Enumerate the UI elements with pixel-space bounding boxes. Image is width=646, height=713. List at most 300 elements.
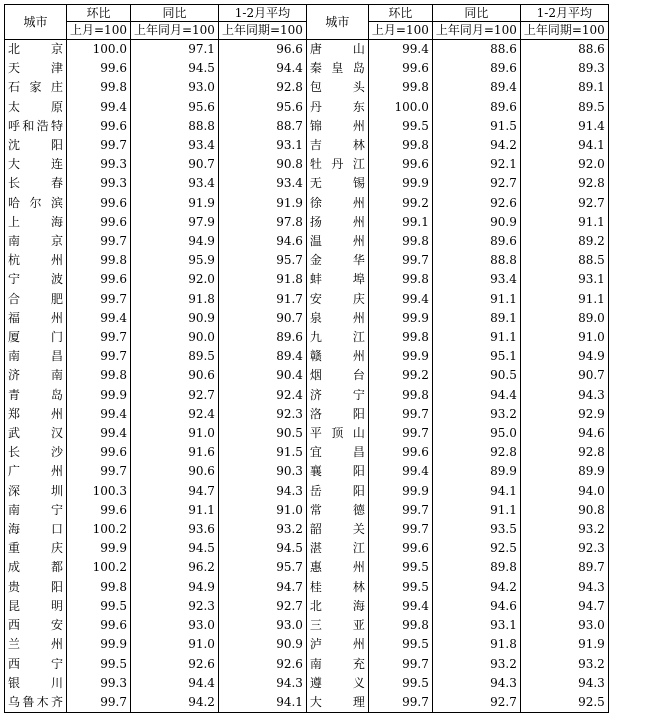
left-yoy-value: 94.9 [130, 232, 218, 251]
left-yoy-value: 97.1 [130, 40, 218, 60]
right-avg-value: 92.5 [520, 693, 608, 713]
left-yoy-value: 88.8 [130, 117, 218, 136]
left-avg-value: 91.8 [218, 270, 306, 289]
table-row [5, 655, 609, 674]
right-city-name: 大理 [306, 693, 368, 713]
right-yoy-value: 89.1 [432, 309, 520, 328]
left-avg-value: 89.6 [218, 328, 306, 347]
left-yoy-value: 94.5 [130, 539, 218, 558]
right-mom-value: 99.5 [368, 117, 432, 136]
yoy-base-header: 上年同月=100 [432, 22, 520, 40]
left-city-name: 济南 [5, 366, 67, 385]
yoy-base-header: 上年同月=100 [130, 22, 218, 40]
table-row [5, 558, 609, 577]
left-avg-value: 91.0 [218, 501, 306, 520]
right-yoy-value: 93.4 [432, 270, 520, 289]
table-row [5, 520, 609, 539]
left-yoy-value: 91.0 [130, 424, 218, 443]
table-row [5, 290, 609, 309]
left-avg-value: 92.7 [218, 597, 306, 616]
right-yoy-value: 95.1 [432, 347, 520, 366]
left-avg-value: 94.4 [218, 59, 306, 78]
left-mom-value: 99.6 [67, 616, 131, 635]
right-yoy-value: 89.6 [432, 232, 520, 251]
left-city-name: 成都 [5, 558, 67, 577]
right-yoy-value: 94.4 [432, 386, 520, 405]
right-yoy-value: 93.2 [432, 405, 520, 424]
left-city-name: 沈阳 [5, 136, 67, 155]
left-mom-value: 99.7 [67, 290, 131, 309]
right-city-name: 九江 [306, 328, 368, 347]
right-avg-value: 92.9 [520, 405, 608, 424]
left-avg-value: 95.7 [218, 251, 306, 270]
right-avg-value: 90.7 [520, 366, 608, 385]
left-yoy-value: 94.9 [130, 578, 218, 597]
right-city-name: 烟台 [306, 366, 368, 385]
left-city-name: 北京 [5, 40, 67, 60]
right-city-name: 襄阳 [306, 462, 368, 481]
left-mom-value: 99.9 [67, 386, 131, 405]
right-city-name: 三亚 [306, 616, 368, 635]
right-city-name: 牡丹江 [306, 155, 368, 174]
right-yoy-value: 91.1 [432, 290, 520, 309]
table-row [5, 155, 609, 174]
left-yoy-value: 90.7 [130, 155, 218, 174]
left-avg-value: 94.3 [218, 482, 306, 501]
right-avg-value: 89.7 [520, 558, 608, 577]
left-avg-value: 95.7 [218, 558, 306, 577]
table-row [5, 482, 609, 501]
avg-base-header: 上年同期=100 [520, 22, 608, 40]
left-yoy-value: 93.6 [130, 520, 218, 539]
left-mom-value: 100.3 [67, 482, 131, 501]
right-yoy-value: 91.8 [432, 635, 520, 654]
right-city-name: 锦州 [306, 117, 368, 136]
table-row [5, 98, 609, 117]
right-yoy-value: 94.3 [432, 674, 520, 693]
right-yoy-value: 93.1 [432, 616, 520, 635]
table-row [5, 328, 609, 347]
left-city-name: 深圳 [5, 482, 67, 501]
right-avg-value: 94.9 [520, 347, 608, 366]
left-yoy-value: 94.5 [130, 59, 218, 78]
left-avg-value: 95.6 [218, 98, 306, 117]
right-mom-value: 99.5 [368, 635, 432, 654]
right-mom-value: 99.4 [368, 40, 432, 60]
right-avg-value: 92.8 [520, 174, 608, 193]
left-yoy-value: 94.4 [130, 674, 218, 693]
table-row [5, 136, 609, 155]
table-row [5, 309, 609, 328]
right-yoy-value: 94.6 [432, 597, 520, 616]
left-avg-value: 90.4 [218, 366, 306, 385]
left-mom-value: 99.8 [67, 251, 131, 270]
left-city-name: 福州 [5, 309, 67, 328]
right-mom-value: 99.6 [368, 443, 432, 462]
right-avg-value: 91.0 [520, 328, 608, 347]
left-city-name: 长沙 [5, 443, 67, 462]
left-city-name: 呼和浩特 [5, 117, 67, 136]
right-yoy-value: 89.9 [432, 462, 520, 481]
right-avg-value: 91.4 [520, 117, 608, 136]
table-row [5, 616, 609, 635]
right-yoy-value: 95.0 [432, 424, 520, 443]
left-yoy-value: 92.4 [130, 405, 218, 424]
right-avg-value: 94.3 [520, 578, 608, 597]
right-mom-value: 99.7 [368, 424, 432, 443]
right-city-name: 湛江 [306, 539, 368, 558]
left-mom-value: 99.7 [67, 462, 131, 481]
right-avg-value: 93.2 [520, 520, 608, 539]
right-avg-value: 89.5 [520, 98, 608, 117]
right-city-name: 安庆 [306, 290, 368, 309]
left-mom-value: 100.2 [67, 520, 131, 539]
left-city-name: 天津 [5, 59, 67, 78]
left-avg-value: 94.5 [218, 539, 306, 558]
right-yoy-value: 90.5 [432, 366, 520, 385]
right-avg-value: 88.5 [520, 251, 608, 270]
left-yoy-value: 91.8 [130, 290, 218, 309]
left-mom-value: 99.4 [67, 405, 131, 424]
right-city-name: 常德 [306, 501, 368, 520]
right-avg-value: 89.2 [520, 232, 608, 251]
left-avg-value: 93.2 [218, 520, 306, 539]
right-city-name: 宜昌 [306, 443, 368, 462]
right-avg-value: 94.3 [520, 386, 608, 405]
right-mom-value: 99.7 [368, 251, 432, 270]
table-row [5, 597, 609, 616]
left-yoy-value: 92.0 [130, 270, 218, 289]
table-row [5, 635, 609, 654]
right-yoy-value: 92.7 [432, 693, 520, 713]
left-yoy-value: 92.7 [130, 386, 218, 405]
table-row [5, 424, 609, 443]
right-yoy-value: 89.6 [432, 59, 520, 78]
right-mom-value: 99.8 [368, 78, 432, 97]
city-column-header: 城市 [5, 5, 67, 40]
left-mom-value: 99.3 [67, 674, 131, 693]
left-city-name: 南京 [5, 232, 67, 251]
right-mom-value: 100.0 [368, 98, 432, 117]
left-city-name: 厦门 [5, 328, 67, 347]
right-mom-value: 99.7 [368, 501, 432, 520]
left-yoy-value: 93.0 [130, 616, 218, 635]
right-mom-value: 99.9 [368, 174, 432, 193]
table-row [5, 386, 609, 405]
left-city-name: 昆明 [5, 597, 67, 616]
right-city-name: 丹东 [306, 98, 368, 117]
right-city-name: 桂林 [306, 578, 368, 597]
left-avg-value: 94.7 [218, 578, 306, 597]
right-avg-value: 89.1 [520, 78, 608, 97]
right-avg-value: 92.8 [520, 443, 608, 462]
left-city-name: 兰州 [5, 635, 67, 654]
avg-base-header: 上年同期=100 [218, 22, 306, 40]
right-city-name: 温州 [306, 232, 368, 251]
right-avg-value: 89.3 [520, 59, 608, 78]
right-avg-value: 94.7 [520, 597, 608, 616]
left-yoy-value: 90.6 [130, 366, 218, 385]
left-yoy-value: 91.1 [130, 501, 218, 520]
left-mom-value: 99.9 [67, 539, 131, 558]
table-row [5, 501, 609, 520]
left-yoy-value: 90.6 [130, 462, 218, 481]
left-yoy-value: 96.2 [130, 558, 218, 577]
left-avg-value: 90.7 [218, 309, 306, 328]
left-city-name: 广州 [5, 462, 67, 481]
right-city-name: 惠州 [306, 558, 368, 577]
left-yoy-value: 95.6 [130, 98, 218, 117]
right-city-name: 韶关 [306, 520, 368, 539]
right-avg-value: 89.0 [520, 309, 608, 328]
left-avg-value: 93.0 [218, 616, 306, 635]
header-row-groups [5, 5, 609, 22]
left-avg-value: 92.4 [218, 386, 306, 405]
left-avg-value: 88.7 [218, 117, 306, 136]
right-mom-value: 99.2 [368, 366, 432, 385]
right-avg-value: 90.8 [520, 501, 608, 520]
left-yoy-value: 90.0 [130, 328, 218, 347]
table-row [5, 194, 609, 213]
avg-group-header: 1-2月平均 [218, 5, 306, 22]
left-avg-value: 91.5 [218, 443, 306, 462]
left-yoy-value: 94.7 [130, 482, 218, 501]
left-yoy-value: 94.2 [130, 693, 218, 713]
left-city-name: 西宁 [5, 655, 67, 674]
right-avg-value: 91.1 [520, 290, 608, 309]
table-row [5, 347, 609, 366]
left-yoy-value: 92.6 [130, 655, 218, 674]
left-mom-value: 99.3 [67, 155, 131, 174]
right-mom-value: 99.1 [368, 213, 432, 232]
left-avg-value: 94.6 [218, 232, 306, 251]
right-city-name: 包头 [306, 78, 368, 97]
right-mom-value: 99.8 [368, 136, 432, 155]
right-avg-value: 94.1 [520, 136, 608, 155]
yoy-group-header: 同比 [432, 5, 520, 22]
left-mom-value: 99.9 [67, 635, 131, 654]
left-avg-value: 97.8 [218, 213, 306, 232]
right-city-name: 岳阳 [306, 482, 368, 501]
table-body [5, 40, 609, 713]
right-yoy-value: 91.1 [432, 328, 520, 347]
right-yoy-value: 90.9 [432, 213, 520, 232]
right-avg-value: 94.6 [520, 424, 608, 443]
table-row [5, 405, 609, 424]
left-avg-value: 96.6 [218, 40, 306, 60]
right-mom-value: 99.5 [368, 674, 432, 693]
right-mom-value: 99.4 [368, 597, 432, 616]
avg-group-header: 1-2月平均 [520, 5, 608, 22]
right-mom-value: 99.5 [368, 578, 432, 597]
right-city-name: 无锡 [306, 174, 368, 193]
left-mom-value: 99.7 [67, 328, 131, 347]
table-row [5, 578, 609, 597]
left-city-name: 武汉 [5, 424, 67, 443]
right-yoy-value: 92.1 [432, 155, 520, 174]
left-yoy-value: 93.4 [130, 174, 218, 193]
left-mom-value: 99.4 [67, 309, 131, 328]
left-city-name: 上海 [5, 213, 67, 232]
right-avg-value: 89.9 [520, 462, 608, 481]
right-mom-value: 99.6 [368, 539, 432, 558]
left-avg-value: 91.9 [218, 194, 306, 213]
right-avg-value: 92.0 [520, 155, 608, 174]
city-column-header: 城市 [306, 5, 368, 40]
left-city-name: 南昌 [5, 347, 67, 366]
right-city-name: 秦皇岛 [306, 59, 368, 78]
right-avg-value: 91.9 [520, 635, 608, 654]
left-city-name: 银川 [5, 674, 67, 693]
left-city-name: 青岛 [5, 386, 67, 405]
table-row [5, 78, 609, 97]
right-avg-value: 93.2 [520, 655, 608, 674]
right-avg-value: 93.0 [520, 616, 608, 635]
right-avg-value: 92.7 [520, 194, 608, 213]
left-city-name: 贵阳 [5, 578, 67, 597]
right-city-name: 洛阳 [306, 405, 368, 424]
right-mom-value: 99.8 [368, 270, 432, 289]
left-mom-value: 99.6 [67, 443, 131, 462]
right-mom-value: 99.9 [368, 309, 432, 328]
right-avg-value: 91.1 [520, 213, 608, 232]
left-avg-value: 93.1 [218, 136, 306, 155]
left-mom-value: 99.8 [67, 578, 131, 597]
right-city-name: 北海 [306, 597, 368, 616]
right-mom-value: 99.8 [368, 616, 432, 635]
right-city-name: 唐山 [306, 40, 368, 60]
right-city-name: 赣州 [306, 347, 368, 366]
left-avg-value: 92.6 [218, 655, 306, 674]
left-avg-value: 92.3 [218, 405, 306, 424]
table-row [5, 443, 609, 462]
right-mom-value: 99.6 [368, 59, 432, 78]
left-city-name: 南宁 [5, 501, 67, 520]
left-yoy-value: 91.9 [130, 194, 218, 213]
left-city-name: 海口 [5, 520, 67, 539]
left-city-name: 长春 [5, 174, 67, 193]
right-mom-value: 99.8 [368, 232, 432, 251]
table-row [5, 232, 609, 251]
right-mom-value: 99.9 [368, 347, 432, 366]
left-mom-value: 99.3 [67, 174, 131, 193]
left-yoy-value: 89.5 [130, 347, 218, 366]
left-mom-value: 99.6 [67, 59, 131, 78]
table-row [5, 40, 609, 60]
right-yoy-value: 88.6 [432, 40, 520, 60]
left-mom-value: 99.6 [67, 117, 131, 136]
right-mom-value: 99.7 [368, 693, 432, 713]
table-row [5, 539, 609, 558]
right-yoy-value: 94.2 [432, 136, 520, 155]
left-yoy-value: 93.0 [130, 78, 218, 97]
left-yoy-value: 93.4 [130, 136, 218, 155]
left-city-name: 郑州 [5, 405, 67, 424]
left-city-name: 杭州 [5, 251, 67, 270]
right-yoy-value: 89.8 [432, 558, 520, 577]
table-row [5, 213, 609, 232]
left-city-name: 合肥 [5, 290, 67, 309]
right-avg-value: 92.3 [520, 539, 608, 558]
mom-group-header: 环比 [67, 5, 131, 22]
right-yoy-value: 91.1 [432, 501, 520, 520]
right-city-name: 泉州 [306, 309, 368, 328]
mom-base-header: 上月=100 [67, 22, 131, 40]
right-mom-value: 99.9 [368, 482, 432, 501]
left-mom-value: 99.6 [67, 501, 131, 520]
table-row [5, 117, 609, 136]
left-mom-value: 99.7 [67, 347, 131, 366]
left-mom-value: 99.8 [67, 366, 131, 385]
yoy-group-header: 同比 [130, 5, 218, 22]
left-yoy-value: 90.9 [130, 309, 218, 328]
right-mom-value: 99.4 [368, 290, 432, 309]
left-avg-value: 93.4 [218, 174, 306, 193]
table-row [5, 59, 609, 78]
left-yoy-value: 97.9 [130, 213, 218, 232]
right-mom-value: 99.8 [368, 328, 432, 347]
right-mom-value: 99.8 [368, 386, 432, 405]
right-avg-value: 93.1 [520, 270, 608, 289]
right-city-name: 吉林 [306, 136, 368, 155]
right-city-name: 济宁 [306, 386, 368, 405]
right-yoy-value: 89.6 [432, 98, 520, 117]
table-row [5, 674, 609, 693]
left-city-name: 石家庄 [5, 78, 67, 97]
table-row [5, 174, 609, 193]
left-yoy-value: 91.6 [130, 443, 218, 462]
left-avg-value: 94.3 [218, 674, 306, 693]
right-yoy-value: 89.4 [432, 78, 520, 97]
right-yoy-value: 91.5 [432, 117, 520, 136]
left-yoy-value: 92.3 [130, 597, 218, 616]
left-mom-value: 99.5 [67, 655, 131, 674]
left-mom-value: 99.4 [67, 98, 131, 117]
right-avg-value: 94.0 [520, 482, 608, 501]
right-city-name: 南充 [306, 655, 368, 674]
left-mom-value: 99.7 [67, 693, 131, 713]
left-yoy-value: 91.0 [130, 635, 218, 654]
left-mom-value: 99.7 [67, 232, 131, 251]
right-avg-value: 94.3 [520, 674, 608, 693]
left-city-name: 宁波 [5, 270, 67, 289]
right-mom-value: 99.6 [368, 155, 432, 174]
price-index-table [4, 4, 609, 713]
left-mom-value: 100.0 [67, 40, 131, 60]
left-avg-value: 90.5 [218, 424, 306, 443]
table-row [5, 693, 609, 713]
left-city-name: 乌鲁木齐 [5, 693, 67, 713]
right-city-name: 泸州 [306, 635, 368, 654]
right-yoy-value: 93.5 [432, 520, 520, 539]
left-avg-value: 90.8 [218, 155, 306, 174]
right-yoy-value: 88.8 [432, 251, 520, 270]
mom-base-header: 上月=100 [368, 22, 432, 40]
right-mom-value: 99.7 [368, 655, 432, 674]
table-row [5, 251, 609, 270]
right-avg-value: 88.6 [520, 40, 608, 60]
right-city-name: 蚌埠 [306, 270, 368, 289]
right-yoy-value: 92.6 [432, 194, 520, 213]
left-mom-value: 100.2 [67, 558, 131, 577]
left-mom-value: 99.5 [67, 597, 131, 616]
right-yoy-value: 92.8 [432, 443, 520, 462]
right-mom-value: 99.4 [368, 462, 432, 481]
table-row [5, 366, 609, 385]
left-city-name: 西安 [5, 616, 67, 635]
left-city-name: 大连 [5, 155, 67, 174]
left-city-name: 重庆 [5, 539, 67, 558]
